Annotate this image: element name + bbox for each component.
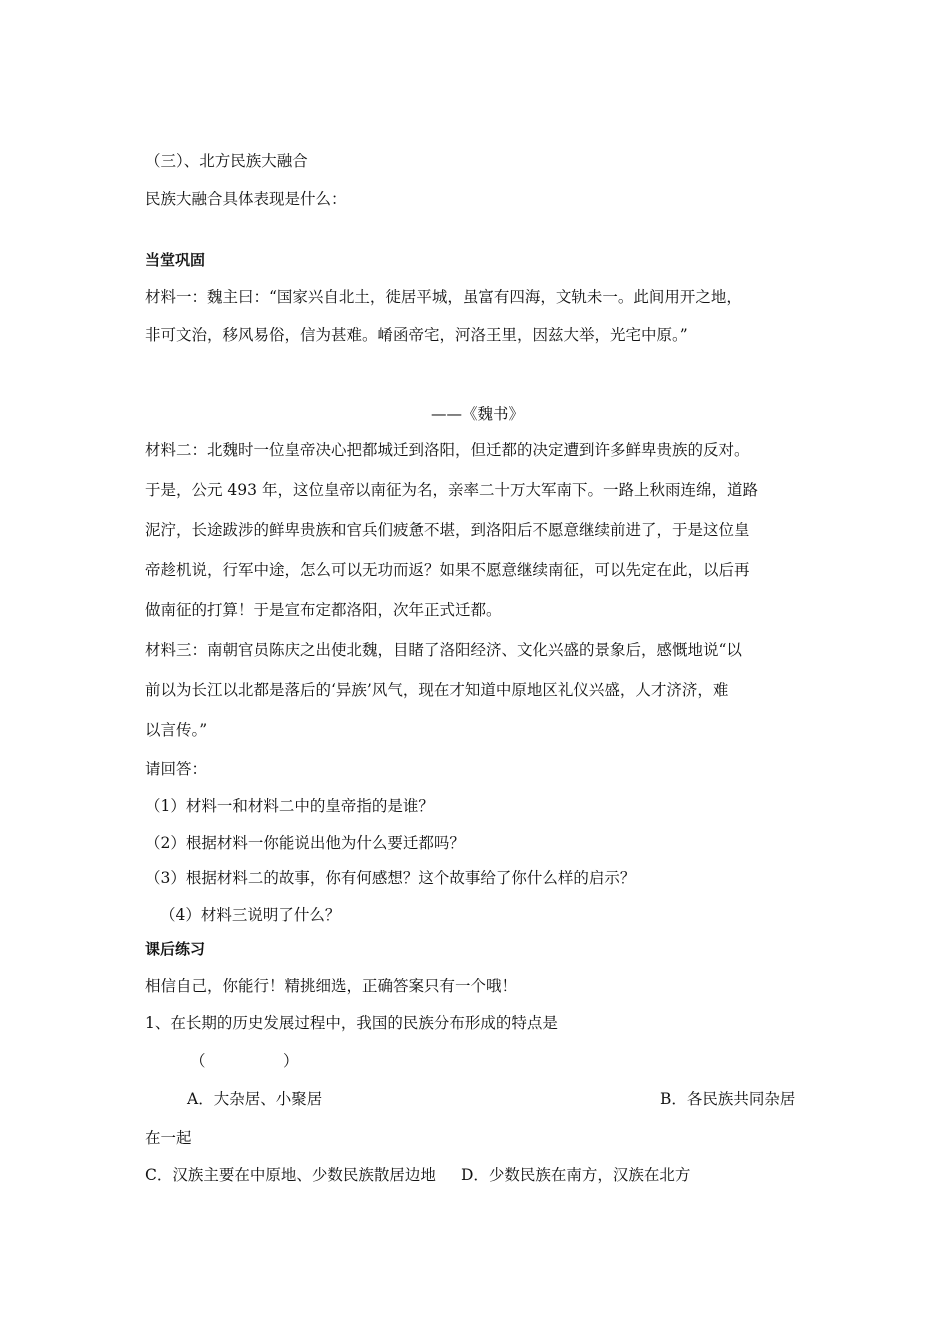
answer-prompt: 请回答：	[145, 760, 208, 778]
encouragement: 相信自己，你能行！精挑细选，正确答案只有一个哦！	[145, 977, 518, 995]
section-heading: （三）、北方民族大融合	[145, 152, 308, 170]
material1-line2: 非可文治，移风易俗，信为甚难。崤函帝宅，河洛王里，因兹大举，光宅中原。”	[145, 326, 688, 344]
material1-line1: 材料一：魏主曰：“国家兴自北土，徙居平城，虽富有四海，文轨未一。此间用开之地，	[145, 288, 742, 306]
question-item: （2）根据材料一你能说出他为什么要迁都吗？	[145, 834, 465, 852]
homework-title: 课后练习	[145, 940, 206, 958]
question-item: （4）材料三说明了什么？	[160, 906, 341, 924]
material2-line: 于是，公元 493 年，这位皇帝以南征为名，亲率二十万大军南下。一路上秋雨连绵，道路	[145, 481, 758, 499]
material2-line: 做南征的打算！于是宣布定都洛阳，次年正式迁都。	[145, 601, 502, 619]
option-b: B．各民族共同杂居	[660, 1090, 796, 1108]
mc-question-stem: 1、在长期的历史发展过程中，我国的民族分布形成的特点是	[145, 1014, 558, 1032]
material3-line: 材料三：南朝官员陈庆之出使北魏，目睹了洛阳经济、文化兴盛的景象后，感慨地说“以	[145, 641, 742, 659]
question-label: 民族大融合具体表现是什么：	[145, 190, 347, 208]
material2-line: 材料二：北魏时一位皇帝决心把都城迁到洛阳，但迁都的决定遭到许多鲜卑贵族的反对。	[145, 441, 750, 459]
material2-line: 帝趁机说，行军中途，怎么可以无功而返？如果不愿意继续南征，可以先定在此，以后再	[145, 561, 750, 579]
question-item: （3）根据材料二的故事，你有何感想？这个故事给了你什么样的启示？	[145, 869, 636, 887]
material2-line: 泥泞，长途跋涉的鲜卑贵族和官兵们疲惫不堪，到洛阳后不愿意继续前进了，于是这位皇	[145, 521, 750, 539]
option-a: A．大杂居、小聚居	[187, 1090, 323, 1108]
material3-line: 以言传。”	[145, 721, 208, 739]
option-d: D．少数民族在南方，汉族在北方	[461, 1166, 691, 1184]
option-c: C．汉族主要在中原地、少数民族散居边地	[145, 1166, 436, 1184]
option-b-continued: 在一起	[145, 1129, 192, 1147]
question-item: （1）材料一和材料二中的皇帝指的是谁？	[145, 797, 434, 815]
material3-line: 前以为长江以北都是落后的‘异族’风气，现在才知道中原地区礼仪兴盛，人才济济，难	[145, 681, 729, 699]
material1-source: ——《魏书》	[430, 405, 524, 423]
consolidation-title: 当堂巩固	[145, 251, 206, 269]
answer-blank: （ ）	[190, 1052, 299, 1070]
